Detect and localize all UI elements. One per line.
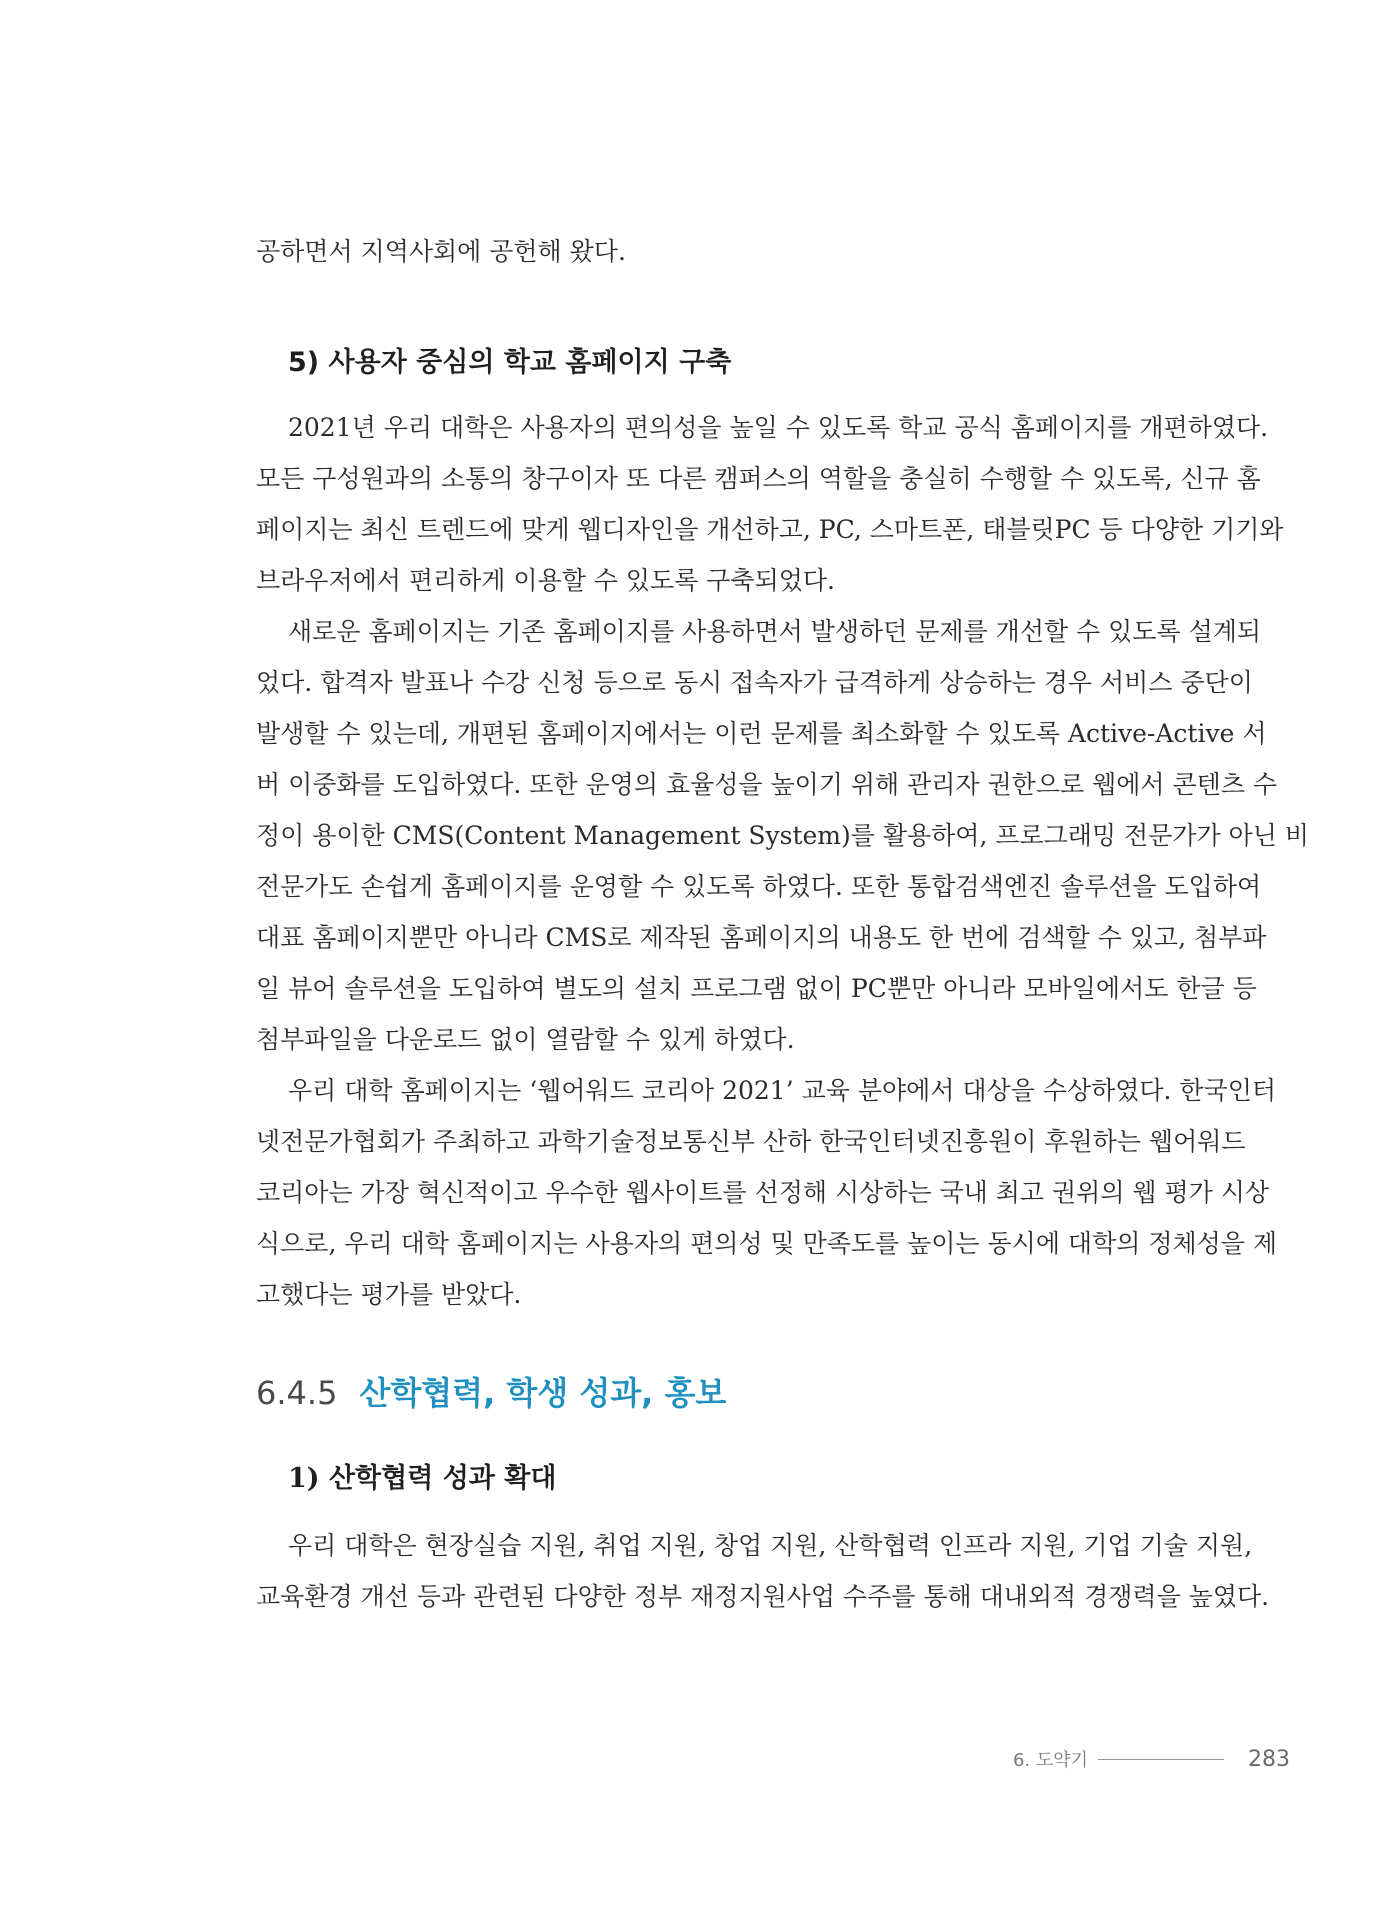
paragraph-line: 새로운 홈페이지는 기존 홈페이지를 사용하면서 발생하던 문제를 개선할 수 있도록 설계되 (288, 617, 1262, 646)
paragraph-line: 브라우저에서 편리하게 이용할 수 있도록 구축되었다. (256, 566, 835, 595)
section-number: 6.4.5 (256, 1374, 338, 1412)
carryover-paragraph (256, 226, 1216, 277)
paragraph-line: 2021년 우리 대학은 사용자의 편의성을 높일 수 있도록 학교 공식 홈페이지를 개편하였다. (288, 413, 1269, 442)
paragraph-line: 공하면서 지역사회에 공헌해 왔다. (256, 237, 626, 266)
paragraph-line: 우리 대학 홈페이지는 ‘웹어워드 코리아 2021’ 교육 분야에서 대상을 수상하였다. 한국인터 (288, 1076, 1277, 1105)
section-name: 산학협력, 학생 성과, 홍보 (359, 1374, 727, 1412)
paragraph-line: 넷전문가협회가 주최하고 과학기술정보통신부 산하 한국인터넷진흥원이 후원하는 웹어워드 (256, 1127, 1246, 1156)
footer-chapter: 6. 도약기 (1012, 1750, 1088, 1771)
paragraph-line: 었다. 합격자 발표나 수강 신청 등으로 동시 접속자가 급격하게 상승하는 경우 서비스 중단이 (256, 668, 1253, 697)
paragraph-line: 일 뷰어 솔루션을 도입하여 별도의 설치 프로그램 없이 PC뿐만 아니라 모바일에서도 한글 등 (256, 974, 1257, 1003)
paragraph-line: 버 이중화를 도입하였다. 또한 운영의 효율성을 높이기 위해 관리자 권한으로 웹에서 콘텐츠 수 (256, 770, 1278, 799)
paragraph-line: 코리아는 가장 혁신적이고 우수한 웹사이트를 선정해 시상하는 국내 최고 권위의 웹 평가 시상 (256, 1178, 1270, 1207)
paragraph-line: 모든 구성원과의 소통의 창구이자 또 다른 캠퍼스의 역할을 충실히 수행할 수 있도록, 신규 홈 (256, 464, 1261, 493)
subsection-5-paragraph-1 (256, 402, 1284, 606)
paragraph-line: 고했다는 평가를 받았다. (256, 1280, 522, 1309)
paragraph-line: 정이 용이한 CMS(Content Management System)를 활용하여, 프로그래밍 전문가가 아닌 비 (256, 821, 1309, 850)
subsection-5-paragraph-2 (256, 606, 1309, 1065)
paragraph-line: 페이지는 최신 트렌드에 맞게 웹디자인을 개선하고, PC, 스마트폰, 태블릿PC 등 다양한 기기와 (256, 515, 1284, 544)
paragraph-line: 교육환경 개선 등과 관련된 다양한 정부 재정지원사업 수주를 통해 대내외적 경쟁력을 높였다. (256, 1582, 1270, 1611)
subsection-5-paragraph-3 (256, 1065, 1278, 1320)
paragraph-line: 첨부파일을 다운로드 없이 열람할 수 있게 하였다. (256, 1025, 795, 1054)
paragraph-line: 식으로, 우리 대학 홈페이지는 사용자의 편의성 및 만족도를 높이는 동시에 대학의 정체성을 제 (256, 1229, 1278, 1258)
paragraph-line: 발생할 수 있는데, 개편된 홈페이지에서는 이런 문제를 최소화할 수 있도록 Active-Active 서 (256, 719, 1267, 748)
subsection-1-paragraph-1 (256, 1520, 1270, 1622)
page-number: 283 (1248, 1746, 1290, 1772)
subsection-heading-1: 1) 산학협력 성과 확대 (288, 1463, 557, 1494)
footer-rule (1098, 1759, 1224, 1760)
paragraph-line: 대표 홈페이지뿐만 아니라 CMS로 제작된 홈페이지의 내용도 한 번에 검색할 수 있고, 첨부파 (256, 923, 1267, 952)
page-footer (1013, 1746, 1290, 1772)
subsection-heading-5: 5) 사용자 중심의 학교 홈페이지 구축 (288, 347, 732, 378)
section-title (256, 1368, 726, 1414)
paragraph-line: 우리 대학은 현장실습 지원, 취업 지원, 창업 지원, 산학협력 인프라 지원, 기업 기술 지원, (288, 1531, 1253, 1560)
paragraph-line: 전문가도 손쉽게 홈페이지를 운영할 수 있도록 하였다. 또한 통합검색엔진 솔루션을 도입하여 (256, 872, 1262, 901)
